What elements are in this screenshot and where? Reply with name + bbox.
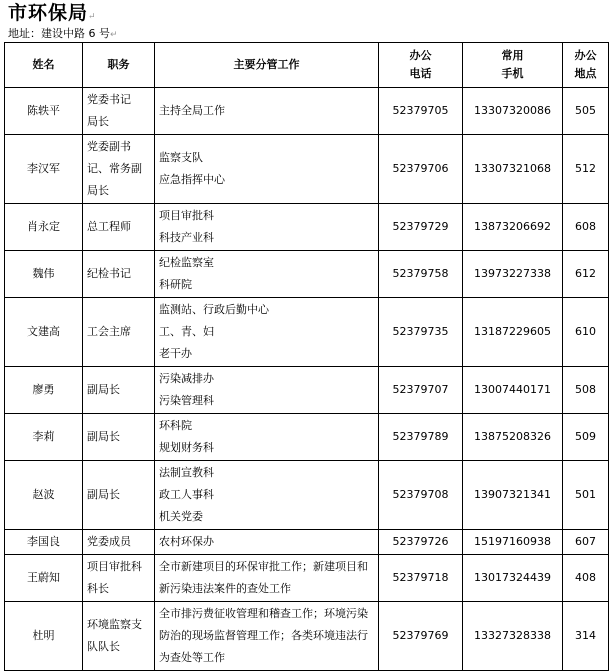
cell-position bbox=[83, 298, 155, 367]
cell-office-room-text: 501 bbox=[575, 488, 596, 501]
table-header-row bbox=[5, 43, 609, 88]
duty-line: 科技产业科 bbox=[159, 231, 214, 244]
cell-mobile-text: 13307320086 bbox=[474, 104, 551, 117]
cell-duties bbox=[155, 88, 379, 135]
cell-office-phone bbox=[379, 88, 463, 135]
table-row bbox=[5, 602, 609, 671]
cell-office-room bbox=[563, 204, 609, 251]
cell-office-phone bbox=[379, 602, 463, 671]
name-text: 李莉 bbox=[32, 430, 55, 443]
name-text: 廖勇 bbox=[32, 383, 55, 396]
cell-name bbox=[5, 602, 83, 671]
cell-office-phone bbox=[379, 461, 463, 530]
cell-mobile bbox=[463, 135, 563, 204]
cell-mobile-text: 13327328338 bbox=[474, 629, 551, 642]
table-row bbox=[5, 204, 609, 251]
cell-office-room bbox=[563, 555, 609, 602]
cell-mobile bbox=[463, 530, 563, 555]
position-line: 副局长 bbox=[87, 430, 120, 443]
cell-office-room bbox=[563, 367, 609, 414]
header-mobile: 常用 手机 bbox=[463, 43, 563, 88]
cell-name bbox=[5, 298, 83, 367]
address-line: 地址：建设中路 6 号↵ bbox=[8, 27, 118, 40]
cell-mobile-text: 13875208326 bbox=[474, 430, 551, 443]
cell-office-phone bbox=[379, 204, 463, 251]
cell-office-phone-text: 52379718 bbox=[392, 571, 449, 584]
cell-name bbox=[5, 88, 83, 135]
cell-office-room bbox=[563, 251, 609, 298]
duty-line: 工、青、妇 bbox=[159, 325, 214, 338]
cell-position bbox=[83, 88, 155, 135]
duty-text: 全市排污费征收管理和稽查工作；环境污染防治的现场监督管理工作；各类环境违法行为查处等工作 bbox=[159, 607, 368, 664]
position-line: 环境监察支队队长 bbox=[87, 618, 142, 653]
cell-position bbox=[83, 461, 155, 530]
cell-office-room bbox=[563, 135, 609, 204]
table-row bbox=[5, 298, 609, 367]
cell-office-room-text: 612 bbox=[575, 267, 596, 280]
cell-mobile bbox=[463, 298, 563, 367]
cell-office-phone-text: 52379706 bbox=[392, 162, 449, 175]
cell-position bbox=[83, 204, 155, 251]
table-row bbox=[5, 367, 609, 414]
duty-line: 污染减排办 bbox=[159, 372, 214, 385]
cell-position bbox=[83, 135, 155, 204]
cell-office-phone-text: 52379789 bbox=[392, 430, 449, 443]
cell-mobile-text: 15197160938 bbox=[474, 535, 551, 548]
duty-line: 科研院 bbox=[159, 278, 192, 291]
cell-mobile-text: 13017324439 bbox=[474, 571, 551, 584]
position-line: 副局长 bbox=[87, 488, 120, 501]
cell-mobile-text: 13973227338 bbox=[474, 267, 551, 280]
table-row bbox=[5, 530, 609, 555]
position-line: 党委书记 bbox=[87, 93, 131, 106]
duty-line: 监察支队 bbox=[159, 151, 203, 164]
cell-office-phone bbox=[379, 135, 463, 204]
cell-office-phone-text: 52379726 bbox=[392, 535, 449, 548]
position-line: 党委成员 bbox=[87, 535, 131, 548]
cell-duties bbox=[155, 367, 379, 414]
cell-office-phone-text: 52379705 bbox=[392, 104, 449, 117]
cell-office-room-text: 607 bbox=[575, 535, 596, 548]
duty-line: 主持全局工作 bbox=[159, 104, 225, 117]
position-line: 副局长 bbox=[87, 383, 120, 396]
cell-office-room bbox=[563, 88, 609, 135]
cell-office-phone bbox=[379, 298, 463, 367]
cell-mobile bbox=[463, 461, 563, 530]
table-row bbox=[5, 461, 609, 530]
duty-line: 机关党委 bbox=[159, 510, 203, 523]
leadership-table bbox=[4, 42, 609, 671]
name-text: 陈轶平 bbox=[27, 104, 60, 117]
name-text: 肖永定 bbox=[27, 220, 60, 233]
cell-mobile bbox=[463, 602, 563, 671]
duty-line: 法制宣教科 bbox=[159, 466, 214, 479]
cell-office-room-text: 505 bbox=[575, 104, 596, 117]
cell-duties bbox=[155, 555, 379, 602]
cell-name bbox=[5, 251, 83, 298]
cell-mobile-text: 13907321341 bbox=[474, 488, 551, 501]
cell-office-phone-text: 52379735 bbox=[392, 325, 449, 338]
cell-office-room-text: 314 bbox=[575, 629, 596, 642]
cell-office-phone-text: 52379769 bbox=[392, 629, 449, 642]
position-line: 党委副书记、常务副局长 bbox=[87, 140, 142, 197]
cell-position bbox=[83, 530, 155, 555]
cell-office-phone bbox=[379, 414, 463, 461]
cell-duties bbox=[155, 530, 379, 555]
cell-name bbox=[5, 414, 83, 461]
header-name: 姓名 bbox=[5, 43, 83, 88]
cell-name bbox=[5, 204, 83, 251]
cell-position bbox=[83, 414, 155, 461]
cell-mobile bbox=[463, 367, 563, 414]
cell-mobile-text: 13307321068 bbox=[474, 162, 551, 175]
cell-duties bbox=[155, 602, 379, 671]
position-line: 工会主席 bbox=[87, 325, 131, 338]
table-row bbox=[5, 414, 609, 461]
duty-line: 规划财务科 bbox=[159, 441, 214, 454]
cell-office-phone-text: 52379758 bbox=[392, 267, 449, 280]
cell-office-phone-text: 52379708 bbox=[392, 488, 449, 501]
cell-office-room-text: 512 bbox=[575, 162, 596, 175]
cell-mobile-text: 13187229605 bbox=[474, 325, 551, 338]
cell-duties bbox=[155, 461, 379, 530]
position-line: 纪检书记 bbox=[87, 267, 131, 280]
duty-line: 监测站、行政后勤中心 bbox=[159, 303, 269, 316]
cell-mobile bbox=[463, 88, 563, 135]
cell-office-room bbox=[563, 414, 609, 461]
name-text: 李汉军 bbox=[27, 162, 60, 175]
position-line: 项目审批科科长 bbox=[87, 560, 142, 595]
header-duties: 主要分管工作 bbox=[155, 43, 379, 88]
cell-name bbox=[5, 367, 83, 414]
duty-line: 项目审批科 bbox=[159, 209, 214, 222]
cell-office-phone-text: 52379729 bbox=[392, 220, 449, 233]
cell-mobile-text: 13007440171 bbox=[474, 383, 551, 396]
table-row bbox=[5, 251, 609, 298]
duty-line: 农村环保办 bbox=[159, 535, 214, 548]
name-text: 文建高 bbox=[27, 325, 60, 338]
cell-office-room-text: 608 bbox=[575, 220, 596, 233]
cell-name bbox=[5, 555, 83, 602]
cell-office-room bbox=[563, 461, 609, 530]
cell-office-room-text: 509 bbox=[575, 430, 596, 443]
cell-office-room-text: 408 bbox=[575, 571, 596, 584]
cell-name bbox=[5, 461, 83, 530]
cell-duties bbox=[155, 414, 379, 461]
name-text: 王蔚知 bbox=[27, 571, 60, 584]
cell-office-room bbox=[563, 530, 609, 555]
name-text: 魏伟 bbox=[32, 267, 55, 280]
cell-office-room-text: 610 bbox=[575, 325, 596, 338]
header-office-phone: 办公 电话 bbox=[379, 43, 463, 88]
cell-mobile bbox=[463, 414, 563, 461]
cell-position bbox=[83, 555, 155, 602]
duty-line: 政工人事科 bbox=[159, 488, 214, 501]
cell-duties bbox=[155, 251, 379, 298]
position-line: 总工程师 bbox=[87, 220, 131, 233]
cell-office-phone bbox=[379, 367, 463, 414]
cell-office-phone-text: 52379707 bbox=[392, 383, 449, 396]
cell-position bbox=[83, 602, 155, 671]
header-office-room: 办公 地点 bbox=[563, 43, 609, 88]
cell-office-room-text: 508 bbox=[575, 383, 596, 396]
cell-mobile bbox=[463, 204, 563, 251]
cell-mobile bbox=[463, 251, 563, 298]
cell-office-phone bbox=[379, 555, 463, 602]
duty-line: 环科院 bbox=[159, 419, 192, 432]
cell-name bbox=[5, 135, 83, 204]
table-row bbox=[5, 555, 609, 602]
cell-duties bbox=[155, 204, 379, 251]
page-title: 市环保局↵ bbox=[8, 2, 97, 24]
name-text: 李国良 bbox=[27, 535, 60, 548]
table-row bbox=[5, 88, 609, 135]
duty-line: 应急指挥中心 bbox=[159, 173, 225, 186]
cell-office-room bbox=[563, 602, 609, 671]
duty-text: 全市新建项目的环保审批工作；新建项目和新污染违法案件的查处工作 bbox=[159, 560, 368, 595]
cell-mobile bbox=[463, 555, 563, 602]
duty-line: 老干办 bbox=[159, 347, 192, 360]
cell-duties bbox=[155, 135, 379, 204]
cell-position bbox=[83, 367, 155, 414]
name-text: 赵波 bbox=[32, 488, 55, 501]
duty-line: 纪检监察室 bbox=[159, 256, 214, 269]
cell-name bbox=[5, 530, 83, 555]
cell-duties bbox=[155, 298, 379, 367]
duty-line: 污染管理科 bbox=[159, 394, 214, 407]
name-text: 杜明 bbox=[32, 629, 55, 642]
position-line: 局长 bbox=[87, 115, 109, 128]
cell-office-phone bbox=[379, 251, 463, 298]
cell-position bbox=[83, 251, 155, 298]
header-position: 职务 bbox=[83, 43, 155, 88]
cell-mobile-text: 13873206692 bbox=[474, 220, 551, 233]
cell-office-room bbox=[563, 298, 609, 367]
table-row bbox=[5, 135, 609, 204]
cell-office-phone bbox=[379, 530, 463, 555]
